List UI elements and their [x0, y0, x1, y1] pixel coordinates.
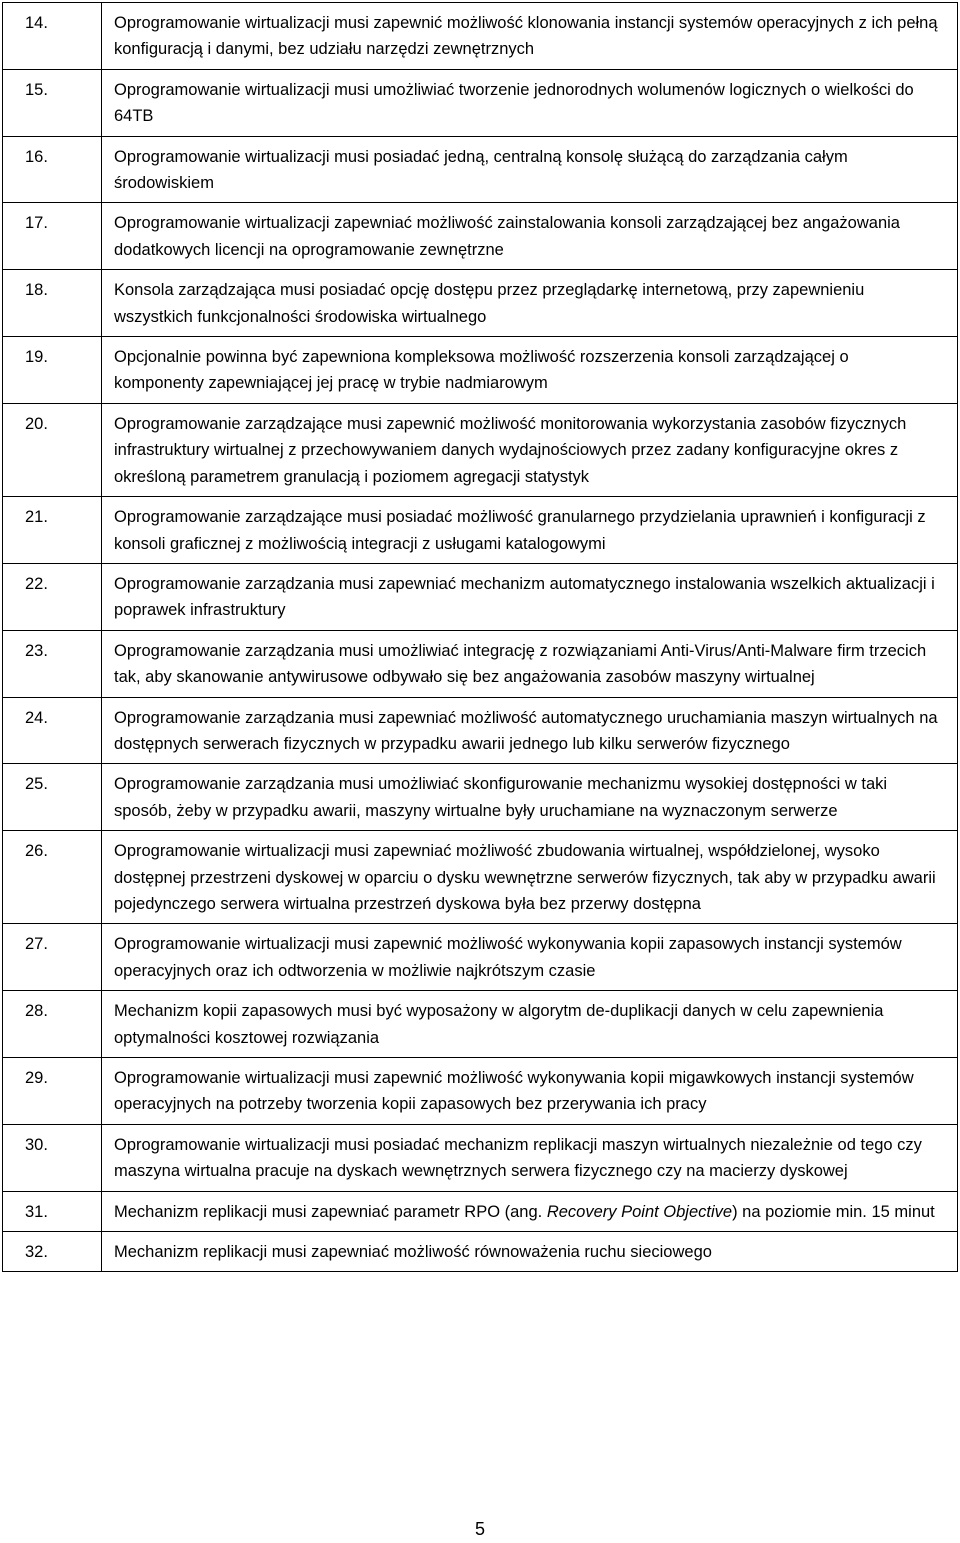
item-text-cell [102, 69, 958, 136]
item-number-text: 16. [25, 147, 48, 166]
item-text-before: Mechanizm replikacji musi zapewniać parametr RPO (ang. [114, 1202, 547, 1221]
item-number-text: 19. [25, 348, 48, 367]
item-text: Mechanizm kopii zapasowych musi być wyposażony w algorytm de-duplikacji danych w celu zapewnienia optymalności kosztowej rozwiązania [114, 1002, 884, 1047]
item-text: Oprogramowanie zarządzania musi umożliwiać skonfigurowanie mechanizmu wysokiej dostępności w taki sposób, żeby w przypadku awarii, maszyny wirtualne były uruchamiane na wyznaczonym serwerze [114, 775, 888, 820]
item-number [3, 69, 102, 136]
item-number-text: 29. [25, 1069, 48, 1087]
item-number [3, 3, 102, 70]
table-row [3, 3, 958, 70]
item-number [3, 403, 102, 496]
table-row [3, 337, 958, 404]
table-row [3, 697, 958, 764]
table-row [3, 1124, 958, 1191]
item-number-text: 25. [25, 775, 48, 794]
item-number-text: 30. [25, 1135, 48, 1154]
item-text: Oprogramowanie wirtualizacji musi posiadać jedną, centralną konsolę służącą do zarządzania całym środowiskiem [114, 147, 848, 193]
table-row [3, 1058, 958, 1125]
item-text-cell [102, 3, 958, 70]
item-number [3, 136, 102, 203]
item-text: Oprogramowanie wirtualizacji zapewniać możliwość zainstalowania konsoli zarządzającej bez angażowania dodatkowych licencji na oprogramowanie zewnętrzne [114, 214, 900, 259]
item-text [114, 1199, 943, 1225]
item-text-cell [102, 136, 958, 203]
item-number [3, 630, 102, 697]
item-number-text: 21. [25, 508, 48, 527]
item-text: Oprogramowanie wirtualizacji musi zapewnić możliwość klonowania instancji systemów operacyjnych z ich pełną konfiguracją i danymi, bez udziału narzędzi zewnętrznych [114, 14, 938, 59]
item-number-text: 15. [25, 80, 48, 99]
item-number-text: 31. [25, 1202, 48, 1221]
item-text: Oprogramowanie zarządzające musi posiadać możliwość granularnego przydzielania uprawnień i konfiguracji z konsoli graficznej z możliwością integracji z usługami katalogowymi [114, 508, 926, 553]
item-text-cell [102, 270, 958, 337]
item-text-cell [102, 1124, 958, 1191]
item-number [3, 1124, 102, 1191]
item-number [3, 337, 102, 404]
table-row [3, 69, 958, 136]
item-text: Opcjonalnie powinna być zapewniona kompleksowa możliwość rozszerzenia konsoli zarządzającej o komponenty zapewniającej jej pracę w trybie nadmiarowym [114, 348, 849, 393]
item-number [3, 991, 102, 1058]
table-row [3, 991, 958, 1058]
item-text-cell [102, 697, 958, 764]
item-number-text: 22. [25, 574, 48, 593]
item-text-cell [102, 764, 958, 831]
item-number [3, 203, 102, 270]
item-number [3, 270, 102, 337]
item-number [3, 563, 102, 630]
table-row [3, 1191, 958, 1231]
item-text-cell [102, 991, 958, 1058]
item-text: Mechanizm replikacji musi zapewniać możliwość równoważenia ruchu sieciowego [114, 1243, 712, 1262]
item-text-cell [102, 337, 958, 404]
item-text-italic: Recovery Point Objective [546, 1202, 733, 1221]
table-row [3, 630, 958, 697]
item-number [3, 497, 102, 564]
item-number-text: 27. [25, 935, 48, 954]
item-text-cell [102, 831, 958, 924]
table-row [3, 1232, 958, 1272]
item-text: Oprogramowanie wirtualizacji musi zapewnić możliwość wykonywania kopii zapasowych instancji systemów operacyjnych oraz ich odtworzenia w możliwie najkrótszym czasie [114, 935, 902, 980]
item-number-text: 26. [25, 842, 48, 861]
table-row [3, 563, 958, 630]
table-row [3, 497, 958, 564]
item-text: Oprogramowanie zarządzania musi zapewniać mechanizm automatycznego instalowania wszelkich aktualizacji i poprawek infrastruktury [114, 574, 935, 620]
item-text: Oprogramowanie wirtualizacji musi posiadać mechanizm replikacji maszyn wirtualnych niezależnie od tego czy maszyna wirtualna pracuje na dyskach wewnętrznych serwera fizycznego czy na macierzy dyskowej [114, 1135, 922, 1181]
table-row [3, 403, 958, 496]
item-number-text: 32. [25, 1243, 48, 1262]
item-text: Oprogramowanie wirtualizacji musi zapewnić możliwość wykonywania kopii migawkowych instancji systemów operacyjnych na potrzeby tworzenia kopii zapasowych bez przerywania ich pracy [114, 1069, 914, 1114]
table-row [3, 270, 958, 337]
table-row [3, 831, 958, 924]
table-row [3, 136, 958, 203]
item-number [3, 1058, 102, 1125]
item-number-text: 28. [25, 1002, 48, 1021]
page-number: 5 [474, 1519, 485, 1539]
item-text: Oprogramowanie wirtualizacji musi zapewniać możliwość zbudowania wirtualnej, współdzielonej, wysoko dostępnej przestrzeni dyskowej w oparciu o dysku wewnętrzne serwerów fizycznych, tak aby w przypadku awarii pojedynczego serwera wirtualna przestrzeń dyskowa była bez przerwy dostępna [114, 842, 936, 913]
requirements-table [2, 2, 958, 1272]
item-text-after: ) na poziomie min. 15 minut [732, 1202, 935, 1221]
item-number [3, 764, 102, 831]
item-number [3, 1232, 102, 1272]
item-text-cell [102, 924, 958, 991]
table-row [3, 924, 958, 991]
item-text: Oprogramowanie zarządzania musi zapewniać możliwość automatycznego uruchamiania maszyn wirtualnych na dostępnych serwerach fizycznych w przypadku awarii jednego lub kilku serwerów fizycznego [114, 708, 938, 753]
item-number-text: 17. [25, 214, 48, 233]
item-number [3, 924, 102, 991]
item-text: Konsola zarządzająca musi posiadać opcję dostępu przez przeglądarkę internetową, przy zapewnieniu wszystkich funkcjonalności środowiska wirtualnego [114, 281, 865, 326]
item-text-cell [102, 630, 958, 697]
item-number [3, 1191, 102, 1231]
item-text: Oprogramowanie zarządzające musi zapewnić możliwość monitorowania wykorzystania zasobów fizycznych infrastruktury wirtualnej z przechowywaniem danych wydajnościowych przez zadany konfiguracyjne okres z określoną parametrem granulacją i poziomem agregacji statystyk [114, 414, 907, 486]
table-row [3, 764, 958, 831]
item-number-text: 24. [25, 708, 48, 727]
item-number-text: 23. [25, 641, 48, 660]
item-text-cell [102, 497, 958, 564]
item-number-text: 14. [25, 14, 48, 32]
item-text-cell [102, 563, 958, 630]
item-number [3, 697, 102, 764]
item-number [3, 831, 102, 924]
table-row [3, 203, 958, 270]
item-text: Oprogramowanie zarządzania musi umożliwiać integrację z rozwiązaniami Anti-Virus/Anti-Malware firm trzecich tak, aby skanowanie antywirusowe odbywało się bez angażowania zasobów maszyny wirtualnej [114, 641, 927, 687]
item-text-cell [102, 1232, 958, 1272]
item-text-cell [102, 403, 958, 496]
item-text-cell [102, 1058, 958, 1125]
item-text-cell [102, 1191, 958, 1231]
item-text: Oprogramowanie wirtualizacji musi umożliwiać tworzenie jednorodnych wolumenów logicznych o wielkości do 64TB [114, 80, 914, 126]
item-text-cell [102, 203, 958, 270]
item-number-text: 20. [25, 414, 48, 433]
item-number-text: 18. [25, 281, 48, 300]
